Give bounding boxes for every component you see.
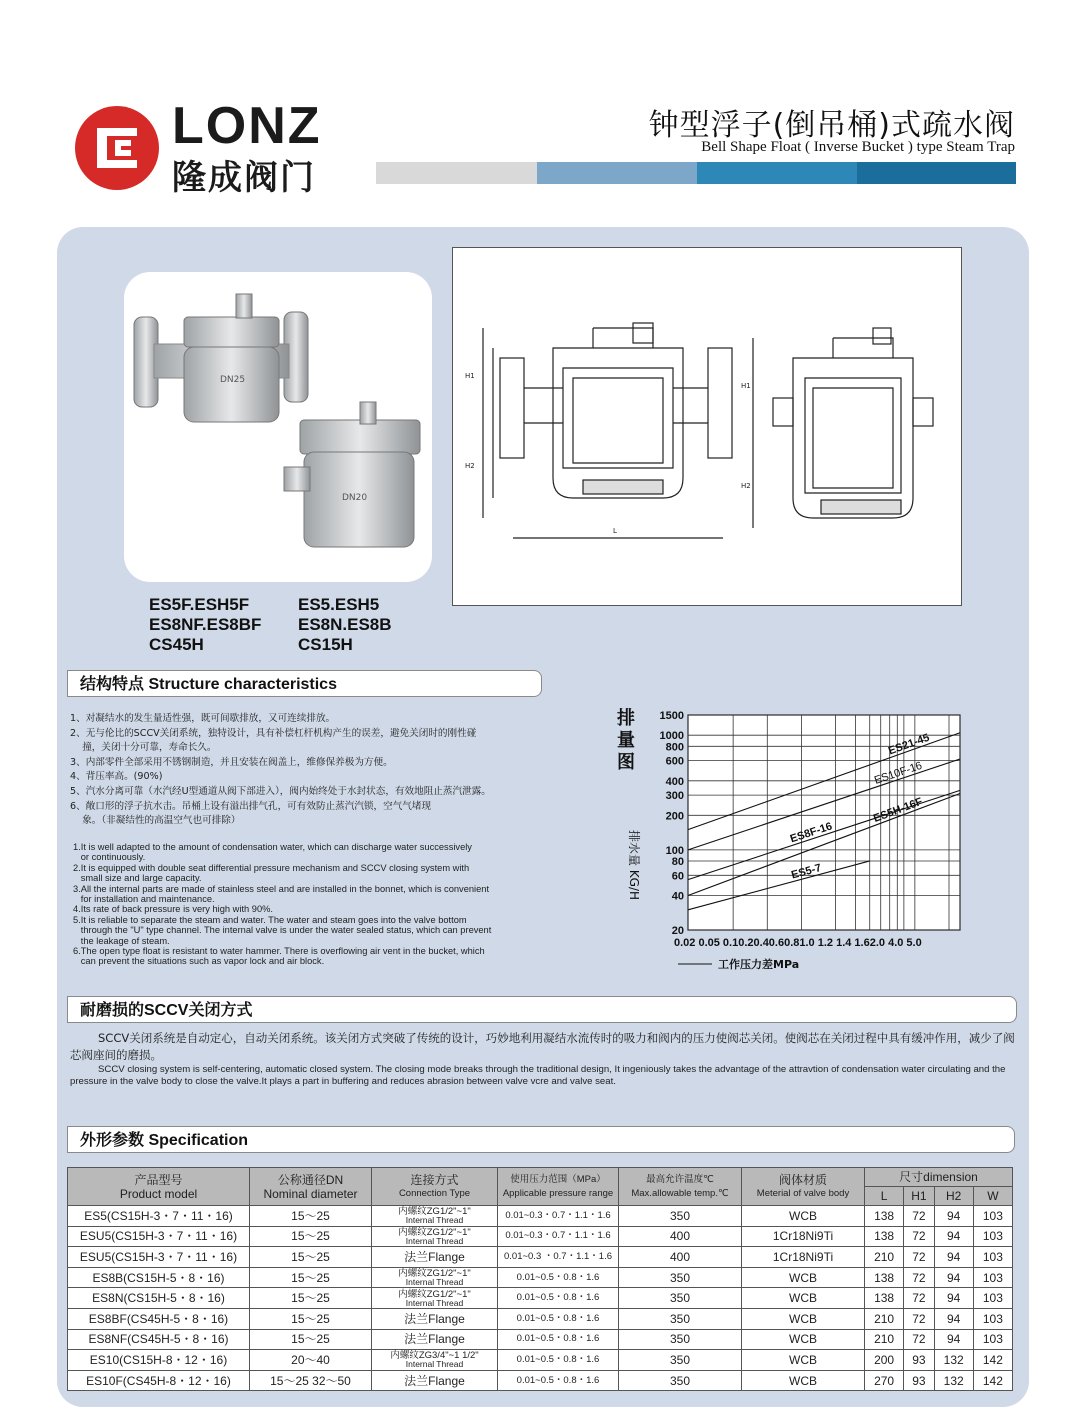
series-label: ES5-7 (790, 862, 823, 882)
cell-dn: 15～25 (250, 1267, 372, 1288)
cell-L: 138 (865, 1288, 904, 1309)
cell-W: 103 (973, 1329, 1012, 1350)
list-item: 2.It is equipped with double seat differential pressure mechanism and SCCV closing system with (73, 862, 470, 873)
cell-connection (372, 1288, 498, 1309)
spec-heading: 外形参数 Specification (67, 1126, 1015, 1153)
header-bar-2 (537, 162, 697, 184)
cell-W: 103 (973, 1226, 1012, 1247)
list-item: 3、内部零件全部采用不锈钢制造，并且安装在阀盖上，维修保养极为方便。 (70, 756, 393, 768)
connection-cn: 法兰Flange (404, 1249, 465, 1264)
cell-H1: 93 (904, 1370, 934, 1391)
header-bar-3 (697, 162, 857, 184)
cell-press: 0.01~0.3・0.7・1.1・1.6 (498, 1206, 619, 1227)
cell-connection (372, 1308, 498, 1329)
y-tick-label: 300 (665, 790, 684, 803)
cell-H1: 72 (904, 1288, 934, 1309)
table-row (68, 1288, 1013, 1309)
sccv-text-cn: SCCV关闭系统是自动定心，自动关闭系统。该关闭方式突破了传统的设计，巧妙地利用凝结水流传时的吸力和阀内的压力使阀芯关闭。使阀芯在关闭过程中具有缓冲作用，减少了阀芯阀座间的磨损。 (70, 1031, 1015, 1062)
connection-cn: 内螺纹ZG1/2"~1" (398, 1206, 471, 1218)
cell-model: ES5(CS15H-3・7・11・16) (68, 1206, 250, 1227)
cell-L: 138 (865, 1226, 904, 1247)
technical-drawing (452, 247, 962, 606)
th-model-en: Product model (119, 1186, 198, 1201)
cell-H2: 94 (934, 1247, 973, 1268)
model-name: ES5F.ESH5F (149, 595, 250, 614)
cell-press: 0.01~0.5・0.8・1.6 (498, 1308, 619, 1329)
sccv-text-en: SCCV closing system is self-centering, automatic closed system. The closing mode breaks through the traditional design, It ingeniously takes the advantage of the attravtion of condensation water circulating and the pressure in the valve body to close the valve.It plays a part in buffering and reduces abrasion between valve vcre and valve seat. (70, 1064, 1006, 1087)
y-tick-label: 20 (671, 925, 684, 937)
th-material-cn: 阀体材质 (778, 1172, 827, 1187)
list-item: 象。（非凝结性的高温空气也可排除） (70, 815, 241, 827)
cell-L: 210 (865, 1308, 904, 1329)
y-tick-label: 600 (665, 755, 684, 768)
cell-press: 0.01~0.5・0.8・1.6 (498, 1329, 619, 1350)
list-item: 1.It is well adapted to the amount of condensation water, which can discharge water successively (73, 842, 472, 852)
structure-list-cn (70, 712, 550, 829)
cell-W: 103 (973, 1267, 1012, 1288)
model-name: CS45H (149, 635, 204, 654)
cell-press: 0.01~0.5・0.8・1.6 (498, 1288, 619, 1309)
th-material (742, 1168, 865, 1206)
cell-temp: 350 (619, 1370, 742, 1391)
cell-W: 142 (973, 1370, 1012, 1391)
cell-mat: 1Cr18Ni9Ti (742, 1247, 865, 1268)
cell-model: ESU5(CS15H-3・7・11・16) (68, 1226, 250, 1247)
cell-model: ES8BF(CS45H-5・8・16) (68, 1308, 250, 1329)
cell-dn: 15～25 (250, 1247, 372, 1268)
cell-H1: 72 (904, 1267, 934, 1288)
connection-cn: 法兰Flange (404, 1311, 465, 1326)
cell-L: 138 (865, 1267, 904, 1288)
cell-H2: 132 (934, 1370, 973, 1391)
cell-press: 0.01~0.3・0.7・1.1・1.6 (498, 1226, 619, 1247)
cell-H1: 93 (904, 1350, 934, 1371)
cell-H1: 72 (904, 1226, 934, 1247)
cell-temp: 400 (619, 1247, 742, 1268)
connection-en: Internal Thread (405, 1215, 464, 1226)
y-tick-label: 60 (671, 870, 684, 883)
connection-en: Internal Thread (405, 1297, 464, 1308)
table-row (68, 1226, 1013, 1247)
cell-dn: 15～25 (250, 1308, 372, 1329)
brand-logo-text: LONZ (172, 97, 322, 155)
cell-connection (372, 1267, 498, 1288)
svg-text:H2: H2 (741, 482, 751, 490)
th-dn (250, 1168, 372, 1206)
cell-connection (372, 1370, 498, 1391)
connection-cn: 内螺纹ZG1/2"~1" (398, 1268, 471, 1280)
cell-press: 0.01~0.5・0.8・1.6 (498, 1350, 619, 1371)
cell-H1: 72 (904, 1308, 934, 1329)
cell-H1: 72 (904, 1329, 934, 1350)
y-tick-label: 1000 (659, 730, 684, 743)
th-dn-cn: 公称通径DN (277, 1172, 344, 1187)
cell-connection (372, 1247, 498, 1268)
th-dimension: 尺寸dimension (865, 1168, 1013, 1187)
cell-H2: 132 (934, 1350, 973, 1371)
cell-mat: WCB (742, 1329, 865, 1350)
y-tick-label: 1500 (659, 710, 684, 722)
y-tick-label: 800 (665, 741, 684, 754)
series-label: ES8F-16 (788, 820, 834, 846)
cell-H2: 94 (934, 1206, 973, 1227)
cell-connection (372, 1226, 498, 1247)
chart-title-char: 排 (617, 708, 635, 729)
connection-cn: 内螺纹ZG3/4"~1 1/2" (390, 1350, 479, 1362)
cell-model: ES10F(CS45H-8・12・16) (68, 1370, 250, 1391)
cell-press: 0.01~0.5・0.8・1.6 (498, 1267, 619, 1288)
list-item: the leakage of steam. (73, 935, 170, 946)
cell-W: 103 (973, 1206, 1012, 1227)
table-row (68, 1329, 1013, 1350)
cell-L: 138 (865, 1206, 904, 1227)
th-H2: H2 (934, 1187, 973, 1206)
th-dn-en: Nominal diameter (263, 1186, 358, 1201)
cell-L: 210 (865, 1329, 904, 1350)
spec-table (67, 1167, 1013, 1391)
th-temp-cn: 最高允许温度℃ (646, 1173, 714, 1185)
svg-text:DN20: DN20 (342, 493, 368, 503)
table-row (68, 1247, 1013, 1268)
list-item: 3.All the internal parts are made of stainless steel and are installed in the bonnet, which is convenient (73, 883, 490, 894)
table-row (68, 1206, 1013, 1227)
list-item: small size and large capacity. (73, 873, 202, 884)
th-model-cn: 产品型号 (134, 1172, 183, 1187)
cell-temp: 400 (619, 1226, 742, 1247)
cell-model: ESU5(CS15H-3・7・11・16) (68, 1247, 250, 1268)
header-bar-4 (857, 162, 1016, 184)
page-subtitle: Bell Shape Float ( Inverse Bucket ) type Steam Trap (701, 139, 1015, 155)
cell-H1: 72 (904, 1247, 934, 1268)
svg-text:H2: H2 (465, 462, 475, 470)
y-tick-label: 80 (671, 855, 684, 868)
table-row (68, 1350, 1013, 1371)
y-tick-label: 400 (665, 775, 684, 788)
header-bar-1 (376, 162, 537, 184)
list-item: 5.It is reliable to separate the steam and water. The water and steam goes into the valve bottom (73, 914, 467, 925)
connection-en: Internal Thread (405, 1277, 464, 1288)
model-name: ES8N.ES8B (298, 615, 392, 634)
brand-logo-cn: 隆成阀门 (172, 158, 316, 198)
cell-H2: 94 (934, 1226, 973, 1247)
th-pressure-en: Applicable pressure range (502, 1187, 614, 1199)
cell-mat: WCB (742, 1370, 865, 1391)
cell-dn: 15～25 (250, 1206, 372, 1227)
cell-W: 103 (973, 1308, 1012, 1329)
th-conn-cn: 连接方式 (410, 1172, 459, 1187)
cell-temp: 350 (619, 1206, 742, 1227)
cell-H2: 94 (934, 1308, 973, 1329)
structure-list-en (73, 842, 553, 967)
table-row (68, 1267, 1013, 1288)
cell-H1: 72 (904, 1206, 934, 1227)
y-tick-label: 40 (671, 890, 684, 903)
th-W: W (973, 1187, 1012, 1206)
th-pressure (498, 1168, 619, 1206)
cell-mat: WCB (742, 1308, 865, 1329)
cell-H2: 94 (934, 1267, 973, 1288)
svg-text:L: L (613, 527, 617, 535)
cell-connection (372, 1350, 498, 1371)
connection-en: Internal Thread (405, 1359, 464, 1370)
cell-H2: 94 (934, 1288, 973, 1309)
th-temp-en: Max.allowable temp.℃ (631, 1187, 729, 1199)
cell-temp: 350 (619, 1288, 742, 1309)
cell-dn: 15～25 32～50 (250, 1370, 372, 1391)
list-item: or continuously. (73, 852, 146, 863)
cell-model: ES8N(CS15H-5・8・16) (68, 1288, 250, 1309)
capacity-chart (600, 700, 1020, 990)
cell-L: 210 (865, 1247, 904, 1268)
th-conn-en: Connection Type (398, 1187, 471, 1199)
list-item: 5、汽水分离可靠（水汽经U型通道从阀下部进入），阀内始终处于水封状态，有效地阻止蒸汽泄露。 (70, 785, 491, 797)
th-material-en: Meterial of valve body (756, 1187, 850, 1199)
cell-temp: 350 (619, 1350, 742, 1371)
cell-W: 142 (973, 1350, 1012, 1371)
list-item: for installation and maintenance. (73, 894, 215, 905)
th-temp (619, 1168, 742, 1206)
th-L: L (865, 1187, 904, 1206)
list-item: 6.The open type float is resistant to water hammer. There is overflowing air vent in the bucket, which (73, 946, 485, 957)
list-item: can prevent the situations such as vapor lock and air block. (73, 956, 325, 967)
list-item: 4.Its rate of back pressure is very high with 90%. (73, 904, 273, 915)
th-pressure-cn: 使用压力范围（MPa） (510, 1173, 606, 1185)
chart-title-char: 量 (617, 730, 635, 751)
cell-dn: 15～25 (250, 1288, 372, 1309)
brand-logo-mark (75, 106, 159, 190)
list-item: through the "U" type channel. The internal valve is under the water sealed status, which can prevent (73, 925, 492, 936)
list-item: 2、无与伦比的SCCV关闭系统，独特设计，具有补偿杠杆机构产生的误差，避免关闭时的刚性碰 (70, 727, 477, 739)
series-label: ES10F-16 (872, 759, 924, 787)
series-label: ES5H-16F (871, 795, 925, 825)
model-name: CS15H (298, 635, 353, 654)
cell-model: ES8NF(CS45H-5・8・16) (68, 1329, 250, 1350)
x-axis-label: 工作压力差MPa (718, 958, 800, 971)
cell-mat: WCB (742, 1288, 865, 1309)
cell-mat: WCB (742, 1206, 865, 1227)
structure-heading: 结构特点 Structure characteristics (67, 670, 542, 697)
x-tick-labels: 0.02 0.05 0.10.20.40.60.81.0 1.2 1.4 1.62.0 4.0 5.0 (674, 937, 922, 949)
cell-dn: 20～40 (250, 1350, 372, 1371)
page-title: 钟型浮子(倒吊桶)式疏水阀 (648, 108, 1015, 143)
cell-mat: WCB (742, 1267, 865, 1288)
sccv-heading: 耐磨损的SCCV关闭方式 (67, 996, 1017, 1023)
svg-text:H1: H1 (465, 372, 475, 380)
model-list-left (149, 595, 261, 655)
cell-temp: 350 (619, 1308, 742, 1329)
th-conn (372, 1168, 498, 1206)
cell-W: 103 (973, 1247, 1012, 1268)
table-row (68, 1370, 1013, 1391)
cell-model: ES8B(CS15H-5・8・16) (68, 1267, 250, 1288)
th-model (68, 1168, 250, 1206)
connection-cn: 内螺纹ZG1/2"~1" (398, 1288, 471, 1300)
list-item: 撞，关闭十分可靠，寿命长久。 (70, 742, 217, 754)
model-name: ES5.ESH5 (298, 595, 380, 614)
cell-press: 0.01~0.5・0.8・1.6 (498, 1370, 619, 1391)
cell-model: ES10(CS15H-8・12・16) (68, 1350, 250, 1371)
y-tick-label: 200 (665, 810, 684, 823)
product-photo (124, 272, 432, 582)
list-item: 6、敞口形的浮子抗水击。吊桶上设有溢出排气孔，可有效防止蒸汽汽锁，空气气堵现 (70, 800, 432, 812)
connection-cn: 内螺纹ZG1/2"~1" (398, 1226, 471, 1238)
connection-en: Internal Thread (405, 1235, 464, 1246)
chart-title-char: 图 (617, 752, 635, 773)
svg-text:DN25: DN25 (220, 375, 246, 385)
connection-cn: 法兰Flange (404, 1373, 465, 1388)
cell-dn: 15～25 (250, 1329, 372, 1350)
svg-text:H1: H1 (741, 382, 751, 390)
cell-connection (372, 1329, 498, 1350)
table-row (68, 1308, 1013, 1329)
model-name: ES8NF.ES8BF (149, 615, 262, 634)
cell-dn: 15～25 (250, 1226, 372, 1247)
list-item: 4、背压率高。(90%) (70, 771, 163, 783)
series-label: ES21-45 (886, 731, 932, 758)
cell-L: 270 (865, 1370, 904, 1391)
model-list-right (298, 595, 392, 655)
cell-mat: 1Cr18Ni9Ti (742, 1226, 865, 1247)
th-H1: H1 (904, 1187, 934, 1206)
cell-temp: 350 (619, 1267, 742, 1288)
y-tick-label: 100 (665, 844, 684, 857)
cell-L: 200 (865, 1350, 904, 1371)
connection-cn: 法兰Flange (404, 1332, 465, 1347)
y-axis-label: 排水量 KG/H (627, 830, 641, 901)
cell-H2: 94 (934, 1329, 973, 1350)
list-item: 1、对凝结水的发生量适性强，既可间歇排放，又可连续排放。 (70, 713, 336, 724)
cell-W: 103 (973, 1288, 1012, 1309)
cell-temp: 350 (619, 1329, 742, 1350)
cell-mat: WCB (742, 1350, 865, 1371)
cell-connection (372, 1206, 498, 1227)
cell-press: 0.01~0.3 ・0.7・1.1・1.6 (498, 1247, 619, 1268)
